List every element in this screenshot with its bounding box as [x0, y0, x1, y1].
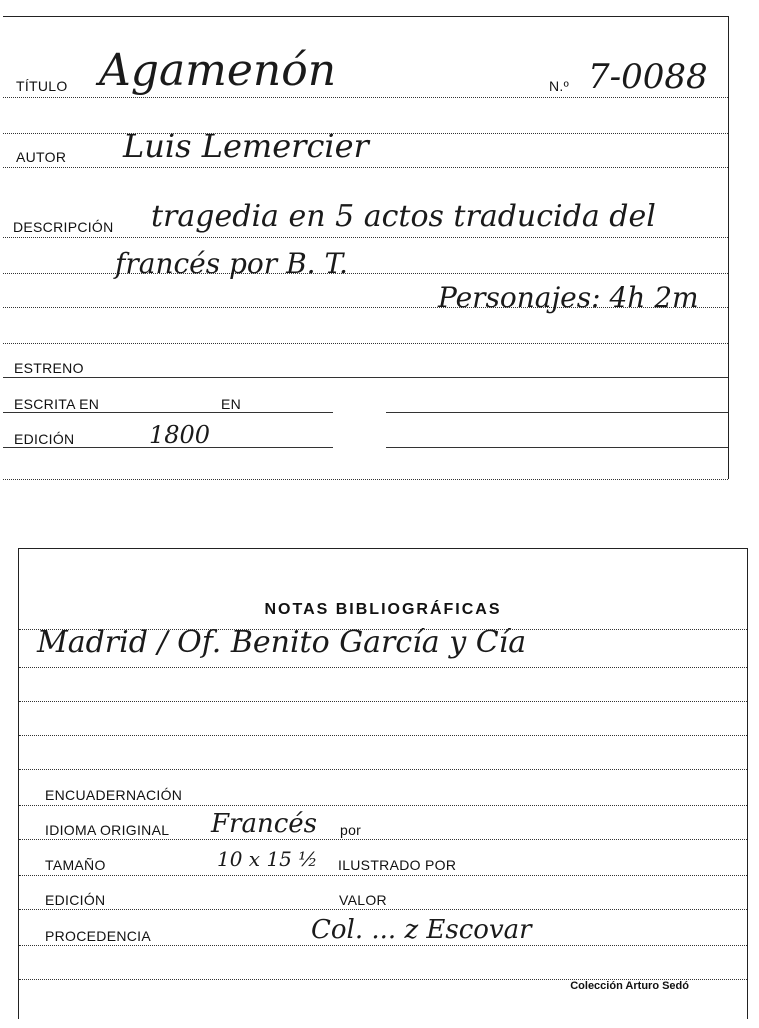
label-estreno: ESTRENO: [14, 360, 84, 376]
label-encuadernacion: ENCUADERNACIÓN: [45, 787, 183, 803]
handwritten-numero: 7-0088: [588, 57, 708, 97]
rule-line: [3, 97, 728, 98]
rule-line: [3, 273, 728, 274]
handwritten-tamano: 10 x 15 ½: [217, 847, 318, 871]
handwritten-personajes: Personajes: 4h 2m: [438, 281, 699, 314]
handwritten-idioma: Francés: [211, 809, 318, 839]
rule-line: [3, 412, 333, 413]
stain-mark: [336, 397, 384, 459]
label-edicion: EDICIÓN: [14, 431, 75, 447]
collection-credit: Colección Arturo Sedó: [570, 980, 689, 992]
label-escrita-en: ESCRITA EN: [14, 396, 100, 412]
label-descripcion: DESCRIPCIÓN: [13, 219, 114, 235]
rule-line: [3, 237, 728, 238]
rule-line: [386, 412, 728, 413]
handwritten-titulo: Agamenón: [99, 45, 337, 96]
rule-line: [19, 667, 747, 668]
label-titulo: TÍTULO: [16, 78, 68, 94]
catalog-card-front: [3, 16, 729, 479]
rule-line: [3, 343, 728, 344]
label-tamano: TAMAÑO: [45, 857, 106, 873]
label-idioma-original: IDIOMA ORIGINAL: [45, 822, 170, 838]
handwritten-procedencia: Col. ... z Escovar: [311, 915, 532, 945]
rule-line: [19, 805, 747, 806]
rule-line: [19, 875, 747, 876]
rule-line: [19, 839, 747, 840]
handwritten-descripcion-2: francés por B. T.: [115, 247, 348, 280]
handwritten-edicion: 1800: [149, 421, 211, 449]
rule-line: [386, 447, 728, 448]
label-valor: VALOR: [339, 892, 387, 908]
label-edicion-back: EDICIÓN: [45, 892, 106, 908]
notas-heading: NOTAS BIBLIOGRÁFICAS: [264, 601, 502, 618]
handwritten-notes-line-1: Madrid / Of. Benito García y Cía: [37, 625, 527, 660]
rule-line: [19, 769, 747, 770]
rule-line: [3, 167, 728, 168]
rule-line: [19, 735, 747, 736]
label-por: por: [340, 822, 362, 838]
label-autor: AUTOR: [16, 149, 67, 165]
rule-line: [19, 945, 747, 946]
label-en: EN: [221, 396, 242, 412]
catalog-card-back: [18, 548, 748, 1019]
handwritten-autor: Luis Lemercier: [123, 127, 369, 165]
handwritten-descripcion-1: tragedia en 5 actos traducida del: [151, 199, 656, 234]
rule-line: [3, 479, 728, 480]
label-procedencia: PROCEDENCIA: [45, 928, 151, 944]
rule-line: [3, 377, 728, 378]
rule-line: [19, 909, 747, 910]
rule-line: [19, 701, 747, 702]
label-ilustrado-por: ILUSTRADO POR: [338, 857, 457, 873]
label-numero: N.º: [549, 78, 570, 94]
